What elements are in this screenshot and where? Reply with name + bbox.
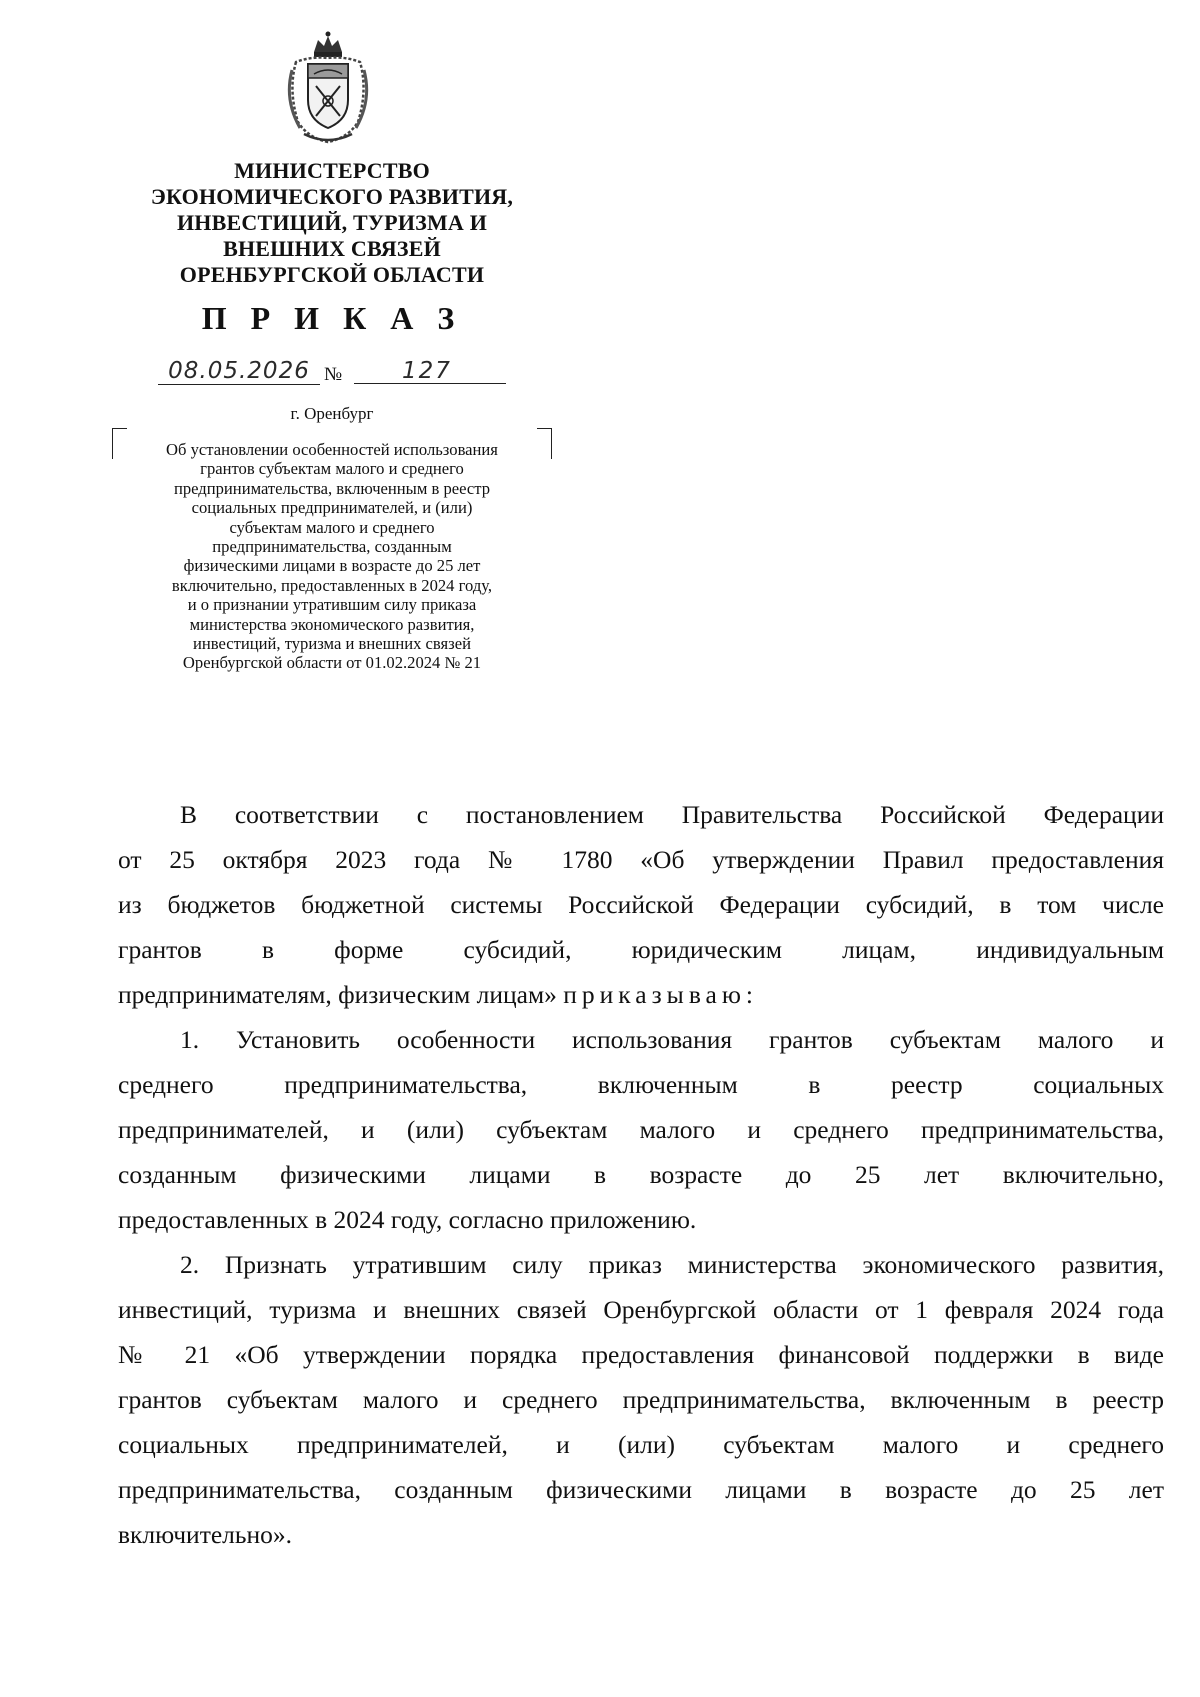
subject-line: Оренбургской области от 01.02.2024 № 21 — [182, 653, 482, 673]
text-line: социальных предпринимателей, и (или) субъектам малого и среднего — [118, 1430, 1164, 1459]
document-type-title: П Р И К А З — [201, 300, 463, 336]
order-body — [118, 792, 1164, 1557]
preamble-closing: предпринимателям, физическим лицам» — [118, 980, 557, 1009]
preamble-paragraph — [118, 792, 1164, 1017]
ministry-line: ОРЕНБУРГСКОЙ ОБЛАСТИ — [179, 262, 485, 287]
ministry-line: ЭКОНОМИЧЕСКОГО РАЗВИТИЯ, — [150, 184, 514, 209]
text-line: № 21 «Об утверждении порядка предоставления финансовой поддержки в виде — [118, 1340, 1164, 1369]
text-line: созданным физическими лицами в возрасте до 25 лет включительно, — [118, 1160, 1164, 1189]
ministry-line: ИНВЕСТИЦИЙ, ТУРИЗМА И — [176, 210, 488, 235]
subject-line: социальных предпринимателей, и (или) — [191, 498, 473, 518]
item-2-paragraph — [118, 1242, 1164, 1557]
text-line: предпринимательства, созданным физическими лицами в возрасте до 25 лет — [118, 1475, 1164, 1504]
date-number-line — [158, 358, 506, 392]
coat-of-arms-icon — [278, 30, 378, 146]
ministry-name — [110, 158, 554, 288]
subject-line: Об установлении особенностей использования — [166, 440, 498, 459]
text-line: предоставленных в 2024 году, согласно приложению. — [118, 1205, 697, 1234]
order-subject — [118, 440, 546, 673]
ministry-line: ВНЕШНИХ СВЯЗЕЙ — [223, 236, 441, 261]
text-line: включительно». — [118, 1520, 293, 1549]
subject-line: включительно, предоставленных в 2024 году, — [171, 575, 493, 595]
item-1-paragraph — [118, 1017, 1164, 1242]
text-line — [118, 972, 1164, 1017]
order-date: 08.05.2026 — [158, 358, 320, 385]
text-line: среднего предпринимательства, включенным в реестр социальных — [118, 1070, 1164, 1099]
decree-word: приказываю: — [563, 980, 758, 1009]
text-line: В соответствии с постановлением Правительства Российской Федерации — [180, 800, 1164, 829]
subject-line: физическими лицами в возрасте до 25 лет — [183, 556, 481, 576]
number-sign: № — [324, 364, 343, 385]
subject-line: и о признании утратившим силу приказа — [187, 595, 477, 615]
subject-line: министерства экономического развития, — [189, 614, 475, 634]
ministry-line: МИНИСТЕРСТВО — [234, 158, 430, 183]
subject-line: предпринимательства, созданным — [212, 537, 452, 557]
city: г. Оренбург — [290, 404, 374, 423]
subject-line: инвестиций, туризма и внешних связей — [193, 634, 471, 654]
text-line: из бюджетов бюджетной системы Российской Федерации субсидий, в том числе — [118, 890, 1164, 919]
text-line: грантов в форме субсидий, юридическим лицам, индивидуальным — [118, 935, 1164, 964]
subject-line: предпринимательства, включенным в реестр — [173, 478, 491, 498]
text-line: от 25 октября 2023 года № 1780 «Об утверждении Правил предоставления — [118, 845, 1164, 874]
text-line: инвестиций, туризма и внешних связей Оренбургской области от 1 февраля 2024 года — [118, 1295, 1164, 1324]
subject-line: субъектам малого и среднего — [229, 517, 435, 537]
subject-block — [112, 428, 552, 708]
text-line: 1. Установить особенности использования грантов субъектам малого и — [180, 1025, 1164, 1054]
text-line: 2. Признать утратившим силу приказ министерства экономического развития, — [180, 1250, 1164, 1279]
subject-line: грантов субъектам малого и среднего — [200, 459, 464, 479]
text-line: предпринимателей, и (или) субъектам малого и среднего предпринимательства, — [118, 1115, 1164, 1144]
text-line: грантов субъектам малого и среднего предпринимательства, включенным в реестр — [118, 1385, 1164, 1414]
order-number: 127 — [354, 358, 506, 384]
